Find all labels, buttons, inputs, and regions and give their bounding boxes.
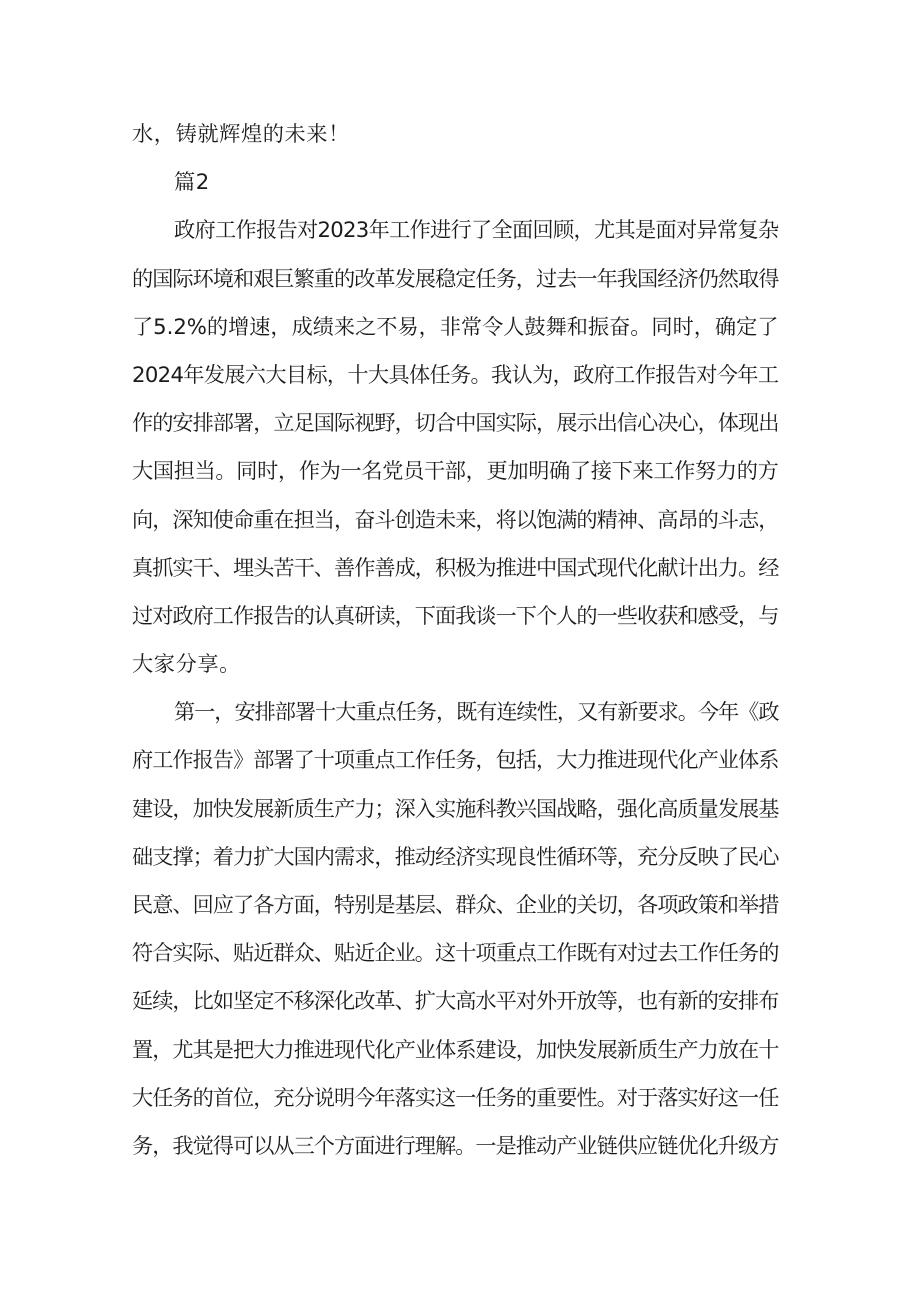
text-line: 过对政府工作报告的认真研读，下面我谈一下个人的一些收获和感受，与 bbox=[132, 602, 779, 628]
text-line: 2024年发展六大目标，十大具体任务。我认为，政府工作报告对今年工 bbox=[132, 361, 779, 387]
text-line: 务，我觉得可以从三个方面进行理解。一是推动产业链供应链优化升级方 bbox=[132, 1132, 779, 1158]
text-line: 置，尤其是把大力推进现代化产业体系建设，加快发展新质生产力放在十 bbox=[132, 1036, 779, 1062]
text-line: 础支撑；着力扩大国内需求，推动经济实现良性循环等，充分反映了民心 bbox=[132, 843, 779, 869]
text-line: 大家分享。 bbox=[132, 651, 241, 677]
text-line: 第一，安排部署十大重点任务，既有连续性，又有新要求。今年《政 bbox=[174, 699, 779, 725]
text-line: 了5.2%的增速，成绩来之不易，非常令人鼓舞和振奋。同时，确定了 bbox=[132, 313, 779, 339]
text-line: 作的安排部署，立足国际视野，切合中国实际，展示出信心决心，体现出 bbox=[132, 410, 779, 436]
text-line: 的国际环境和艰巨繁重的改革发展稳定任务，过去一年我国经济仍然取得 bbox=[132, 265, 779, 291]
text-line: 延续，比如坚定不移深化改革、扩大高水平对外开放等，也有新的安排布 bbox=[132, 988, 779, 1014]
document-body bbox=[132, 110, 780, 1170]
text-line: 大国担当。同时，作为一名党员干部，更加明确了接下来工作努力的方 bbox=[132, 458, 779, 484]
text-line: 真抓实干、埋头苦干、善作善成，积极为推进中国式现代化献计出力。经 bbox=[132, 554, 779, 580]
section-heading: 篇2 bbox=[174, 169, 210, 195]
text-line: 建设，加快发展新质生产力；深入实施科教兴国战略，强化高质量发展基 bbox=[132, 795, 779, 821]
text-line: 民意、回应了各方面，特别是基层、群众、企业的关切，各项政策和举措 bbox=[132, 892, 779, 917]
text-line: 符合实际、贴近群众、贴近企业。这十项重点工作既有对过去工作任务的 bbox=[132, 940, 779, 966]
text-line: 大任务的首位，充分说明今年落实这一任务的重要性。对于落实好这一任 bbox=[132, 1084, 779, 1110]
text-line: 府工作报告》部署了十项重点工作任务，包括，大力推进现代化产业体系 bbox=[132, 747, 779, 773]
text-line: 向，深知使命重在担当，奋斗创造未来，将以饱满的精神、高昂的斗志， bbox=[132, 506, 779, 532]
text-line: 政府工作报告对2023年工作进行了全面回顾，尤其是面对异常复杂 bbox=[174, 217, 779, 243]
text-line: 水，铸就辉煌的未来！ bbox=[132, 121, 350, 146]
